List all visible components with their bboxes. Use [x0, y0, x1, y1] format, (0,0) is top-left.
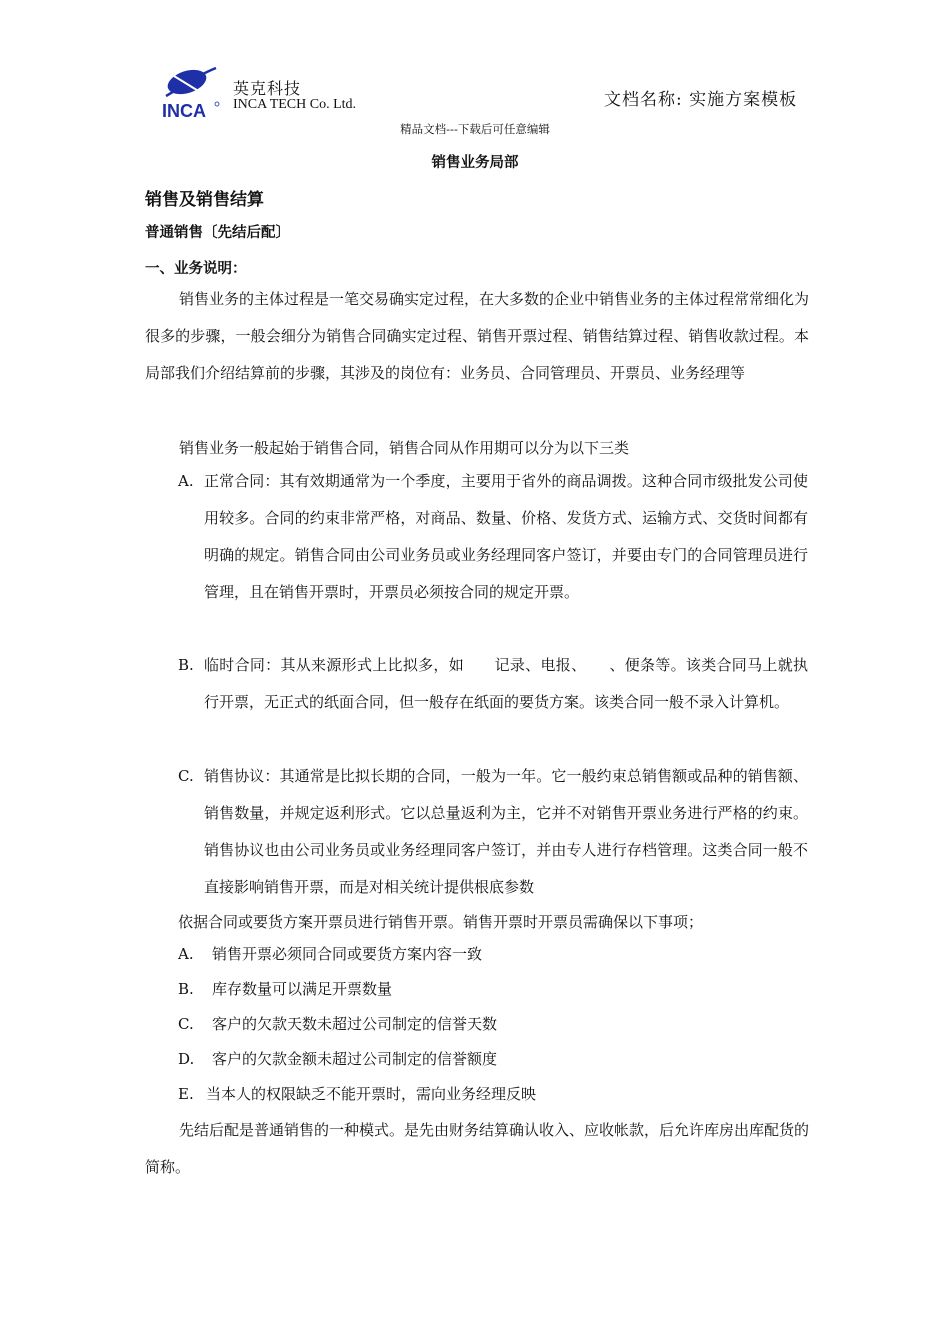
company-name-cn: 英克科技 — [233, 79, 302, 98]
paragraph-contract-types: 销售业务一般起始于销售合同，销售合同从作用期可以分为以下三类 — [179, 439, 630, 457]
list-item — [178, 1044, 536, 1079]
list-marker: A. — [178, 472, 194, 490]
list-item-text: 客户的欠款金额未超过公司制定的信誉额度 — [212, 1050, 498, 1068]
list-item-text: 销售协议：其通常是比拟长期的合同，一般为一年。它一般约束总销售额或品种的销售额、销售数量，并规定返利形式。它以总量返利为主，它并不对销售开票业务进行严格的约束。销售协议也由公司业务员或业务经理同客户签订，并由专人进行存档管理。这类合同一般不直接影响销售开票，而是对相关统计提供根底参数 — [204, 767, 808, 896]
list-marker: D. — [178, 1050, 195, 1068]
contract-item-b — [178, 647, 808, 721]
list-item — [178, 1079, 536, 1114]
contract-item-a — [178, 463, 808, 611]
list-item-text: 当本人的权限缺乏不能开票时，需向业务经理反映 — [206, 1085, 537, 1103]
list-item-text: 库存数量可以满足开票数量 — [212, 980, 393, 998]
document-name: 文档名称: 实施方案模板 — [604, 90, 798, 110]
inca-logo — [160, 66, 220, 120]
list-marker: B. — [178, 980, 194, 998]
logo-wordmark: INCA — [162, 101, 206, 120]
paragraph-invoicing: 依据合同或要货方案开票员进行销售开票。销售开票时开票员需确保以下事项； — [178, 913, 704, 931]
list-item-text: 客户的欠款天数未超过公司制定的信誉天数 — [212, 1015, 498, 1033]
list-marker: A. — [178, 945, 194, 963]
list-marker: C. — [178, 767, 194, 785]
subsection-heading: 普通销售〔先结后配〕 — [145, 225, 290, 241]
list-marker: B. — [178, 656, 194, 674]
list-marker: C. — [178, 1015, 194, 1033]
list-item — [178, 1009, 536, 1044]
list-item-text: 临时合同：其从来源形式上比拟多，如 记录、电报、 、便条等。该类合同马上就执行开票，无正式的纸面合同，但一般存在纸面的要货方案。该类合同一般不录入计算机。 — [204, 656, 808, 711]
paragraph-intro: 销售业务的主体过程是一笔交易确实定过程，在大多数的企业中销售业务的主体过程常常细化为很多的步骤，一般会细分为销售合同确实定过程、销售开票过程、销售结算过程、销售收款过程。本局部我们介绍结算前的步骤，其涉及的岗位有：业务员、合同管理员、开票员、业务经理等 — [145, 290, 810, 382]
section-heading: 销售及销售结算 — [145, 190, 264, 210]
paragraph-settle-first: 先结后配是普通销售的一种模式。是先由财务结算确认收入、应收帐款，后允许库房出库配货的简称。 — [145, 1121, 810, 1176]
list-item — [178, 939, 536, 974]
company-name-en: INCA TECH Co. Ltd. — [233, 97, 357, 112]
contract-item-c — [178, 758, 808, 906]
list-item — [178, 974, 536, 1009]
document-title: 销售业务局部 — [431, 155, 519, 171]
list-item-text: 正常合同：其有效期通常为一个季度，主要用于省外的商品调拨。这种合同市级批发公司使用较多。合同的约束非常严格，对商品、数量、价格、发货方式、运输方式、交货时间都有明确的规定。销售合同由公司业务员或业务经理同客户签订，并要由专门的合同管理员进行管理，且在销售开票时，开票员必须按合同的规定开票。 — [204, 472, 808, 601]
business-description-heading: 一、业务说明： — [145, 261, 247, 277]
header-note: 精品文档---下载后可任意编辑 — [400, 122, 550, 136]
invoice-checklist — [178, 939, 536, 1114]
list-item-text: 销售开票必须同合同或要货方案内容一致 — [212, 945, 483, 963]
list-marker: E. — [178, 1085, 194, 1103]
